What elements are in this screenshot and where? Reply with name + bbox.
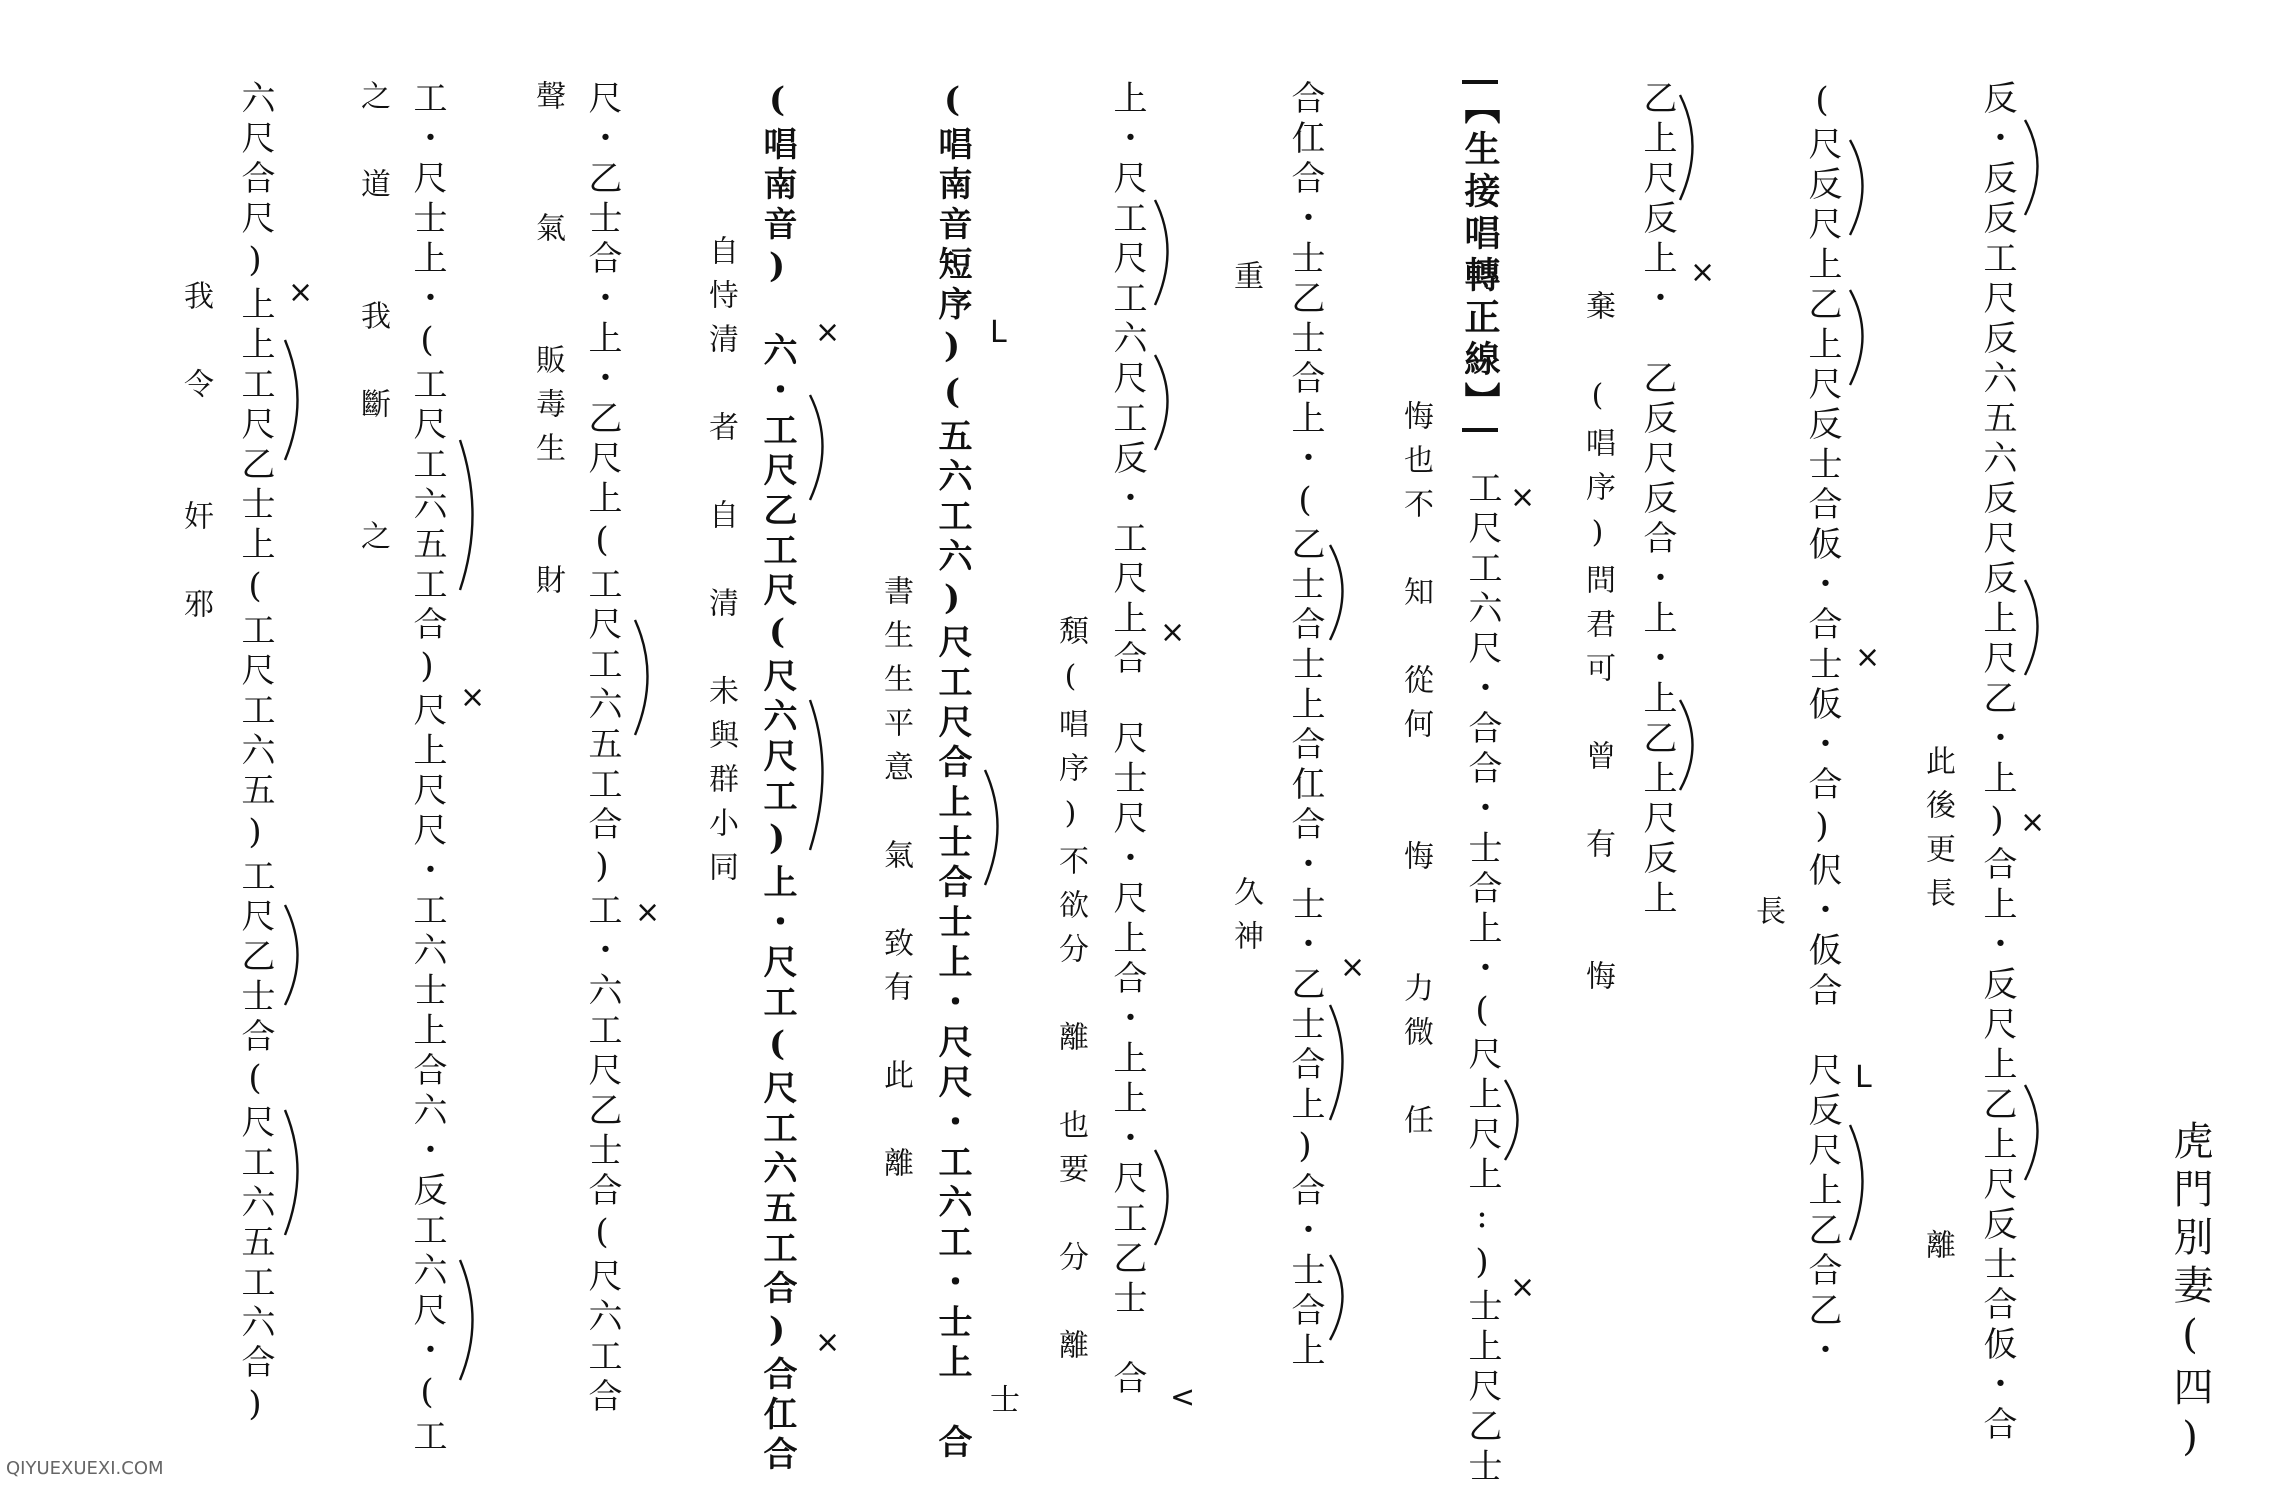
lyric-column-1: 此後更長 離: [1920, 745, 1955, 1273]
beat-mark-shi: 士: [990, 1383, 1020, 1418]
notation-column-12: 六尺合尺)上上工尺乙士上(工尺工六五)工尺乙士合(尺工六五工六合): [235, 80, 275, 1430]
notation-column-6: 合仜合・士乙士合上・(乙士合士上合仜合・士・乙士合上)合・士合上: [1285, 80, 1325, 1372]
notation-column-7: 上・尺工尺工六尺工反・工尺上合 尺士尺・尺上合・上上・尺工乙士 合: [1107, 80, 1147, 1400]
lyric-column-12: 我 令 奸 邪: [178, 280, 213, 632]
lyric-column-3: 棄 (唱序)問君可 曾 有 悔: [1580, 290, 1615, 1004]
beat-mark-angle: L: [1855, 1060, 1872, 1095]
lyric-column-5: 悔也不 知 從何 悔 力微 任: [1398, 400, 1433, 1148]
notation-column-10: 尺・乙士合・上・乙尺上(工尺工六五工合)工・六工尺乙士合(尺六工合: [582, 80, 622, 1418]
beat-mark-cross: ×: [1855, 640, 1881, 675]
notation-column-2: (尺反尺上乙上尺反士合仮・合士仮・合)伬・仮合 尺反尺上乙合乙・: [1802, 80, 1842, 1372]
beat-mark-cross: ×: [1510, 480, 1536, 515]
notation-column-8: (唱南音短序)(五六工六)尺工尺合上士合士上・尺尺・工六工・士上 合: [932, 80, 972, 1464]
beat-mark-less: <: [1170, 1380, 1196, 1415]
notation-column-11: 工・尺士上・(工尺工六五工合)尺上尺尺・工六士上合六・反工六尺・(工: [407, 80, 447, 1458]
beat-mark-cross: ×: [1690, 255, 1716, 290]
notation-column-3: 乙上尺反上・ 乙反尺反合・上・上乙上尺反上: [1637, 80, 1677, 920]
lyric-column-10: 聲 氣 販毒生 財: [530, 80, 565, 608]
lyric-column-6: 重 久神: [1228, 260, 1263, 964]
beat-mark-cross: ×: [815, 1325, 841, 1360]
lyric-column-9: 自恃清 者 自 清 未與群小同: [703, 235, 738, 895]
page-title: 虎門別妻(四): [2167, 1120, 2213, 1468]
notation-column-5: 工尺工六尺・合合・士合上・(尺上尺上:)士上尺乙士: [1462, 470, 1502, 1488]
notation-column-1: 反・反反工尺反六五六反尺反上尺乙・上)合上・反尺上乙上尺反士合仮・合: [1977, 80, 2017, 1446]
section-heading: 【生接唱轉正線】: [1462, 80, 1498, 432]
beat-mark-cross: ×: [1160, 615, 1186, 650]
beat-mark-cross: ×: [2020, 805, 2046, 840]
notation-column-9: (唱南音) 六・工尺乙工尺(尺六尺工)上・尺工(尺工六五工合)合仜合: [757, 80, 797, 1476]
lyric-column-8: 書生生平意 氣 致有 此 離: [878, 575, 913, 1191]
lyric-column-7: 頽(唱序)不欲分 離 也要 分 離: [1053, 615, 1088, 1373]
beat-mark-cross: ×: [815, 315, 841, 350]
beat-mark-cross: ×: [288, 275, 314, 310]
beat-mark-cross: ×: [460, 680, 486, 715]
watermark: QIYUEXUEXI.COM: [6, 1458, 164, 1479]
beat-mark-angle: L: [990, 315, 1007, 350]
lyric-column-11: 之 道 我 斷 之: [355, 80, 390, 564]
lyric-column-2: 長: [1750, 895, 1785, 939]
beat-mark-cross: ×: [635, 895, 661, 930]
beat-mark-cross: ×: [1510, 1270, 1536, 1305]
beat-mark-cross: ×: [1340, 950, 1366, 985]
